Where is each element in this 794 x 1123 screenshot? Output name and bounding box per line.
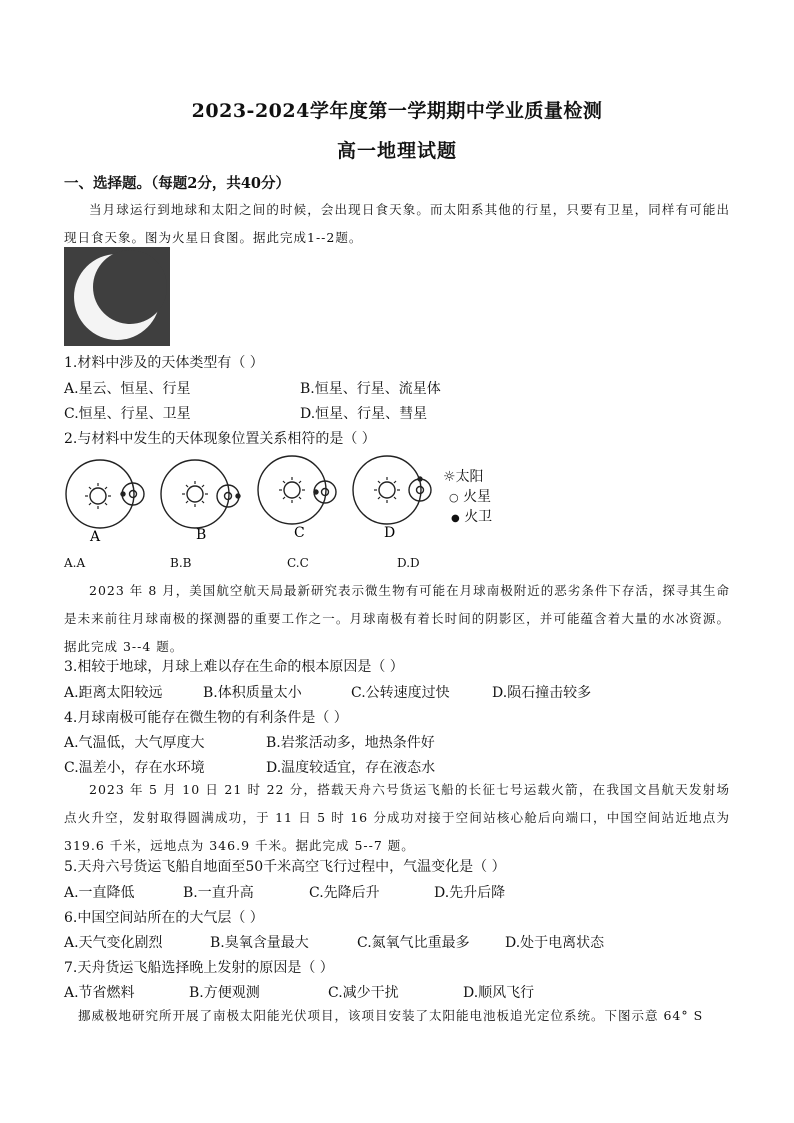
q2-option-c[interactable]: C.C (287, 556, 309, 570)
q5-option-b[interactable]: B.一直升高 (183, 885, 254, 901)
q2-option-b[interactable]: B.B (170, 556, 192, 570)
q6-option-b[interactable]: B.臭氧含量最大 (210, 935, 309, 951)
q3-option-d[interactable]: D.陨石撞击较多 (492, 685, 592, 701)
question-4: 4.月球南极可能存在微生物的有利条件是（ ） (64, 710, 348, 726)
q5-option-d[interactable]: D.先升后降 (434, 885, 506, 901)
q2-option-a[interactable]: A.A (64, 556, 86, 570)
legend-sun: ☼太阳 (443, 469, 484, 485)
question-1: 1.材料中涉及的天体类型有（ ） (64, 355, 264, 371)
q3-option-a[interactable]: A.距离太阳较远 (64, 685, 163, 701)
diagram-option-d (353, 456, 431, 524)
q3-option-b[interactable]: B.体积质量太小 (203, 685, 302, 701)
q4-option-a[interactable]: A.气温低，大气厚度大 (64, 735, 205, 751)
sun-icon: ☼ (443, 469, 456, 485)
section-heading: 一、选择题。（每题2分，共40分） (64, 175, 291, 192)
exam-title: 2023-2024学年度第一学期期中学业质量检测 (191, 100, 603, 122)
q7-option-c[interactable]: C.减少干扰 (328, 985, 399, 1001)
q7-option-a[interactable]: A.节省燃料 (64, 985, 135, 1001)
q2-option-d[interactable]: D.D (397, 556, 420, 570)
material-3: 2023 年 5 月 10 日 21 时 22 分，搭载天舟六号货运飞船的长征七号运载火箭，在我国文昌航天发射场点火升空，发射取得圆满成功，于 11 日 5 时 16 分成功对接于空间站核心舱后向端口，中国空间站近地点为 319.6 千米，远地点为 346.9 千米。据此完成 5--7 题。 (64, 782, 730, 853)
question-2: 2.与材料中发生的天体现象位置关系相符的是（ ） (64, 431, 376, 447)
q6-option-c[interactable]: C.氮氧气比重最多 (357, 935, 470, 951)
diagram-label-b: B (196, 527, 207, 543)
material-4: 挪威极地研究所开展了南极太阳能光伏项目，该项目安装了太阳能电池板追光定位系统。下图示意 64° S (78, 1008, 704, 1023)
question-5: 5.天舟六号货运飞船自地面至50千米高空飞行过程中，气温变化是（ ） (64, 859, 506, 875)
q7-option-d[interactable]: D.顺风飞行 (463, 985, 535, 1001)
mars-eclipse-photo (64, 247, 170, 346)
question-6: 6.中国空间站所在的大气层（ ） (64, 910, 264, 926)
question-3: 3.相较于地球，月球上难以存在生命的根本原因是（ ） (64, 659, 404, 675)
q1-option-b[interactable]: B.恒星、行星、流星体 (300, 381, 441, 397)
q7-option-b[interactable]: B.方便观测 (189, 985, 260, 1001)
diagram-option-b (161, 460, 240, 528)
diagram-option-a (66, 460, 144, 528)
diagram-label-a: A (90, 529, 101, 545)
q6-option-d[interactable]: D.处于电离状态 (505, 935, 605, 951)
legend-moon: ● 火卫 (451, 509, 493, 525)
q4-option-c[interactable]: C.温差小，存在水环境 (64, 760, 205, 776)
material-1: 当月球运行到地球和太阳之间的时候，会出现日食天象。而太阳系其他的行星，只要有卫星，同样有可能出现日食天象。图为火星日食图。据此完成1--2题。 (64, 202, 730, 245)
q5-option-c[interactable]: C.先降后升 (309, 885, 380, 901)
mars-icon: ○ (449, 491, 459, 504)
material-2: 2023 年 8 月，美国航空航天局最新研究表示微生物有可能在月球南极附近的恶劣条件下存活，探寻其生命是未来前往月球南极的探测器的重要工作之一。月球南极有着长时间的阴影区，并可能蕴含着大量的水冰资源。据此完成 3--4 题。 (64, 583, 730, 654)
q4-option-d[interactable]: D.温度较适宜，存在液态水 (266, 760, 436, 776)
exam-subtitle: 高一地理试题 (336, 140, 457, 162)
q1-option-d[interactable]: D.恒星、行星、彗星 (300, 406, 428, 422)
q6-option-a[interactable]: A.天气变化剧烈 (64, 935, 163, 951)
diagram-label-d: D (384, 525, 396, 541)
legend-mars: ○ 火星 (449, 489, 492, 505)
q1-option-a[interactable]: A.星云、恒星、行星 (64, 381, 191, 397)
diagram-option-c (258, 456, 336, 524)
q3-option-c[interactable]: C.公转速度过快 (351, 685, 450, 701)
question-7: 7.天舟货运飞船选择晚上发射的原因是（ ） (64, 960, 334, 976)
q4-option-b[interactable]: B.岩浆活动多，地热条件好 (266, 735, 435, 751)
q1-option-c[interactable]: C.恒星、行星、卫星 (64, 406, 191, 422)
q5-option-a[interactable]: A.一直降低 (64, 885, 135, 901)
moon-icon: ● (451, 513, 460, 524)
diagram-label-c: C (294, 525, 305, 541)
orbit-diagram (60, 450, 440, 554)
